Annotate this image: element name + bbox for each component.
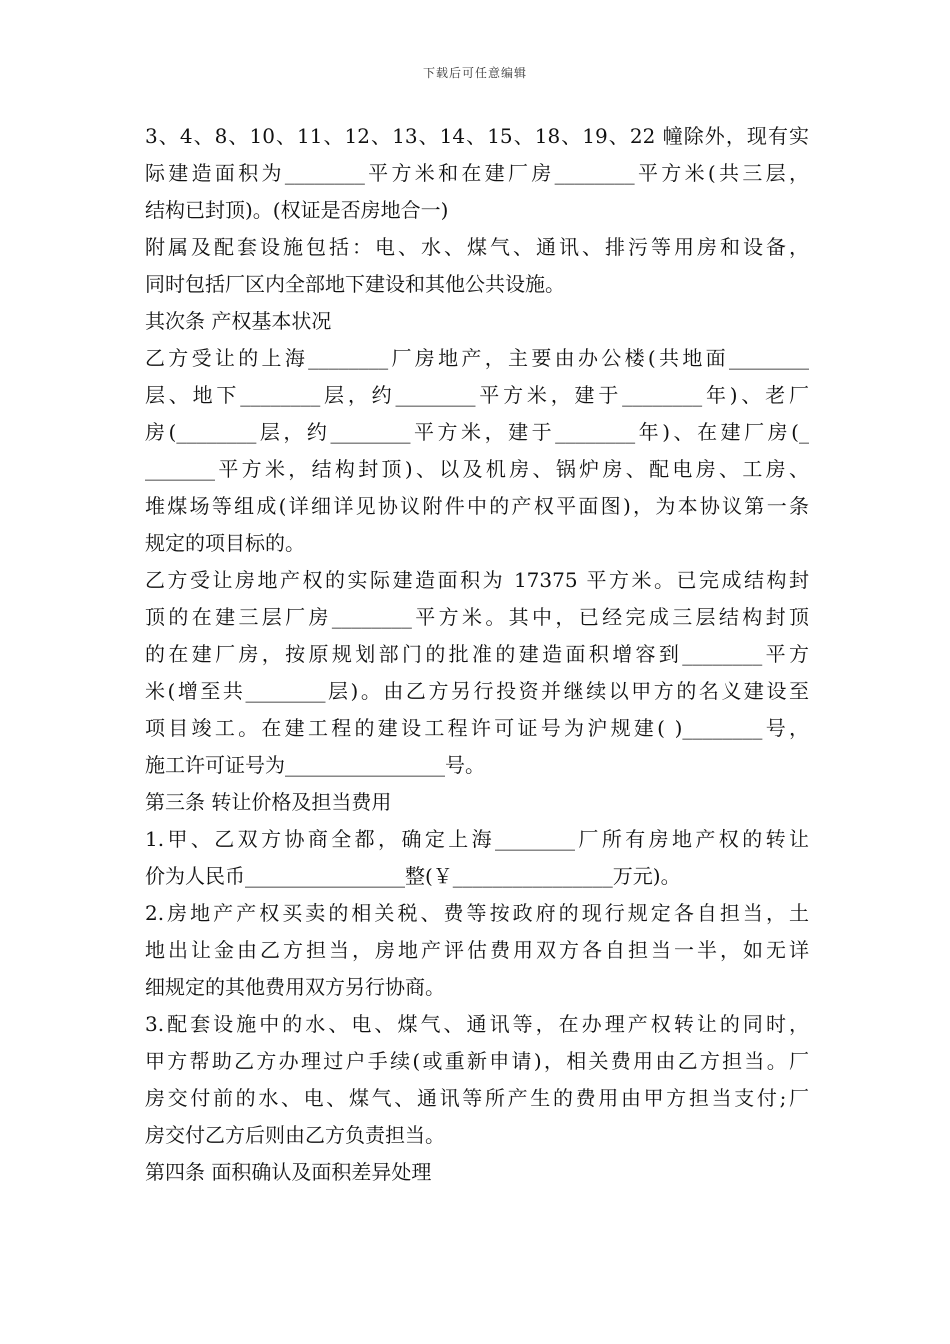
text-line: 际建造面积为________平方米和在建厂房________平方米(共三层， xyxy=(145,161,809,185)
text-line: 价为人民币________________整(￥________________万元)。 xyxy=(145,864,681,888)
text-line: 2.房地产产权买卖的相关税、费等按政府的现行规定各自担当，土 xyxy=(145,901,809,925)
page-header: 下载后可任意编辑 xyxy=(422,66,527,80)
text-line: 附属及配套设施包括：电、水、煤气、通讯、排污等用房和设备， xyxy=(145,235,809,259)
text-line: 第四条 面积确认及面积差异处理 xyxy=(145,1160,432,1184)
text-line: 3.配套设施中的水、电、煤气、通讯等，在办理产权转让的同时， xyxy=(145,1012,809,1036)
text-line: 其次条 产权基本状况 xyxy=(145,309,332,333)
text-line: 堆煤场等组成(详细详见协议附件中的产权平面图)，为本协议第一条 xyxy=(145,494,809,518)
text-line: _______平方米，结构封顶)、以及机房、锅炉房、配电房、工房、 xyxy=(145,457,809,481)
text-line: 乙方受让的上海________厂房地产，主要由办公楼(共地面________ xyxy=(145,346,809,370)
text-line: 房(________层，约________平方米，建于________年)、在建厂房(_ xyxy=(145,420,809,444)
text-line: 1.甲、乙双方协商全都，确定上海________厂所有房地产权的转让 xyxy=(145,827,809,851)
text-line: 同时包括厂区内全部地下建设和其他公共设施。 xyxy=(145,272,565,296)
text-line: 规定的项目标的。 xyxy=(145,531,305,555)
text-line: 地出让金由乙方担当，房地产评估费用双方各自担当一半，如无详 xyxy=(145,938,809,962)
text-line: 房交付乙方后则由乙方负责担当。 xyxy=(145,1123,445,1147)
text-line: 顶的在建三层厂房________平方米。其中，已经完成三层结构封顶 xyxy=(145,605,809,629)
text-line: 米(增至共________层)。由乙方另行投资并继续以甲方的名义建设至 xyxy=(145,679,809,703)
text-line: 第三条 转让价格及担当费用 xyxy=(145,790,392,814)
text-line: 的在建厂房，按原规划部门的批准的建造面积增容到________平方 xyxy=(145,642,809,666)
text-line: 项目竣工。在建工程的建设工程许可证号为沪规建( )________号， xyxy=(145,716,809,740)
text-line: 房交付前的水、电、煤气、通讯等所产生的费用由甲方担当支付;厂 xyxy=(145,1086,809,1110)
text-line: 甲方帮助乙方办理过户手续(或重新申请)，相关费用由乙方担当。厂 xyxy=(145,1049,809,1073)
text-line: 3、4、8、10、11、12、13、14、15、18、19、22 幢除外，现有实 xyxy=(145,124,809,148)
text-line: 施工许可证号为________________号。 xyxy=(145,753,485,777)
text-line: 细规定的其他费用双方另行协商。 xyxy=(145,975,445,999)
text-line: 层、地下________层，约________平方米，建于________年)、老厂 xyxy=(145,383,809,407)
document-body xyxy=(145,118,809,1191)
text-line: 结构已封顶)。(权证是否房地合一) xyxy=(145,198,449,222)
text-line: 乙方受让房地产权的实际建造面积为 17375 平方米。已完成结构封 xyxy=(145,568,809,592)
